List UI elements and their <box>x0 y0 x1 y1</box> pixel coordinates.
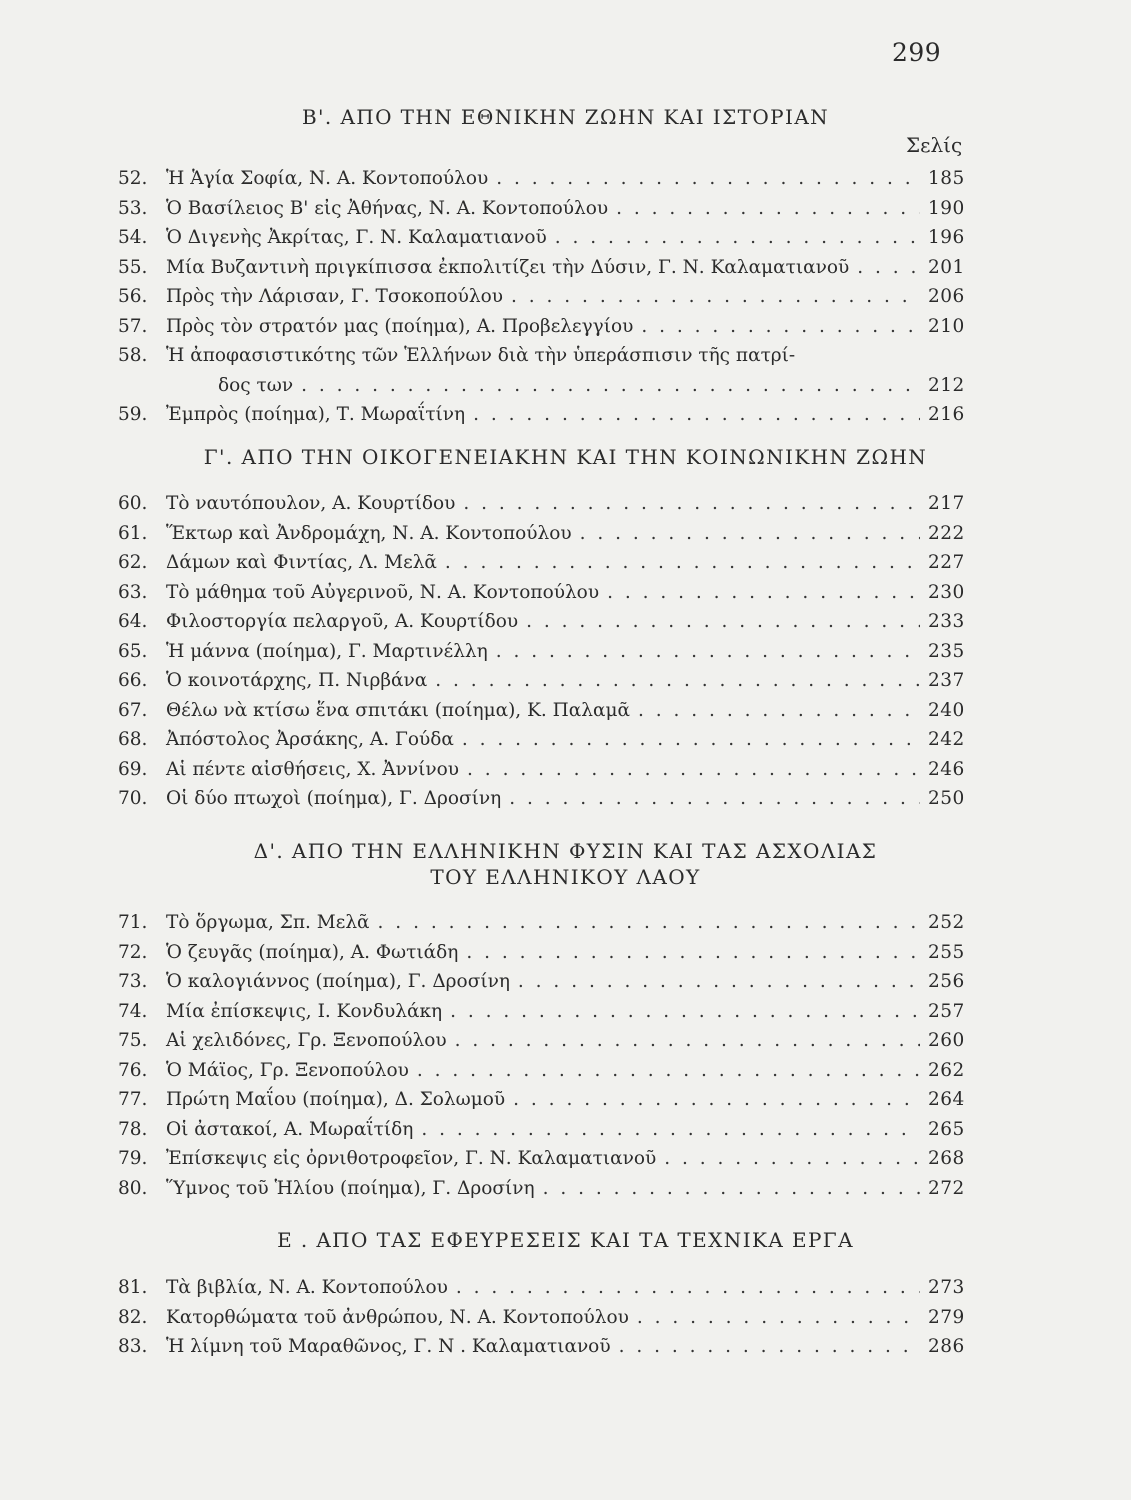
entry-number: 81. <box>118 1277 148 1298</box>
entry-number: 67. <box>118 699 148 721</box>
dot-leader <box>555 227 920 248</box>
dot-leader <box>378 912 920 933</box>
toc-entry <box>118 1307 964 1337</box>
dot-leader <box>616 198 920 219</box>
toc-entry <box>118 286 964 316</box>
entry-page: 240 <box>928 699 965 721</box>
toc-entry <box>118 788 964 818</box>
dot-leader <box>456 1277 920 1298</box>
entry-number: 78. <box>118 1118 148 1140</box>
entry-title: Τὸ μάθημα τοῦ Αὐγερινοῦ, Ν. Α. Κοντοπούλου <box>166 581 600 603</box>
entry-title: Ἐπίσκεψις εἰς ὀρνιθοτροφεῖον, Γ. Ν. Καλαματιανοῦ <box>166 1148 657 1169</box>
dot-leader <box>445 552 920 573</box>
entry-page: 230 <box>928 581 965 603</box>
entry-number: 79. <box>118 1148 148 1169</box>
toc-entry <box>118 523 964 553</box>
entry-number: 77. <box>118 1089 148 1110</box>
entry-page: 227 <box>928 552 965 573</box>
entry-page: 246 <box>928 758 965 780</box>
entry-page: 237 <box>928 670 965 691</box>
toc-entry <box>118 345 964 375</box>
entry-page: 257 <box>928 1000 965 1022</box>
dot-leader <box>466 942 920 963</box>
entry-page: 212 <box>928 374 965 396</box>
entry-number: 66. <box>118 670 148 691</box>
dot-leader <box>462 729 920 750</box>
entries-section-d <box>118 912 964 1207</box>
toc-entry <box>118 759 964 789</box>
toc-entry <box>118 641 964 671</box>
entry-page: 262 <box>928 1059 965 1081</box>
dot-leader <box>664 1148 920 1169</box>
entry-page: 210 <box>928 315 965 337</box>
entries-section-e <box>118 1277 964 1366</box>
toc-entry <box>118 700 964 730</box>
entry-number: 58. <box>118 345 148 366</box>
toc-entry <box>118 611 964 641</box>
dot-leader <box>417 1060 920 1081</box>
entry-title: Ὁ κοινοτάρχης, Π. Νιρβάνα <box>166 670 428 691</box>
entry-number: 54. <box>118 227 148 248</box>
toc-entry <box>118 729 964 759</box>
entry-number: 68. <box>118 729 148 750</box>
dot-leader <box>637 1307 920 1328</box>
toc-entry <box>118 1001 964 1031</box>
entry-page: 190 <box>928 197 965 219</box>
entry-page: 255 <box>928 941 965 963</box>
toc-entry <box>118 227 964 257</box>
toc-entry <box>118 1178 964 1208</box>
toc-entry <box>118 375 964 405</box>
entry-title: Μία ἐπίσκεψις, Ι. Κονδυλάκη <box>166 1000 443 1022</box>
entry-title: Δάμων καὶ Φιντίας, Λ. Μελᾶ <box>166 552 437 573</box>
toc-entry <box>118 316 964 346</box>
entry-title: Ἡ Ἁγία Σοφία, Ν. Α. Κοντοπούλου <box>166 168 489 189</box>
entry-page: 279 <box>928 1306 965 1328</box>
toc-entry <box>118 1060 964 1090</box>
dot-leader <box>619 1336 920 1357</box>
entry-page: 268 <box>928 1148 965 1169</box>
section-heading-c: Γ'. ΑΠΟ ΤΗΝ ΟΙΚΟΓΕΝΕΙΑΚΗΝ ΚΑΙ ΤΗΝ ΚΟΙΝΩΝΙΚΗΝ ΖΩΗΝ <box>203 445 928 469</box>
entry-title: Οἱ ἀστακοί, Α. Μωραΐτίδη <box>166 1118 414 1140</box>
entry-title: Θέλω νὰ κτίσω ἕνα σπιτάκι (ποίημα), Κ. Παλαμᾶ <box>166 699 631 721</box>
toc-entry <box>118 1336 964 1366</box>
entry-page: 273 <box>928 1277 965 1298</box>
entry-title: Ἐμπρὸς (ποίημα), Τ. Μωραΐτίνη <box>166 404 466 425</box>
toc-entry <box>118 1030 964 1060</box>
toc-entry <box>118 404 964 434</box>
entry-title: Οἱ δύο πτωχοὶ (ποίημα), Γ. Δροσίνη <box>166 788 502 809</box>
dot-leader <box>857 257 920 278</box>
entry-number: 59. <box>118 404 148 425</box>
dot-leader <box>641 316 920 337</box>
toc-entry <box>118 168 964 198</box>
entry-title: Ἕκτωρ καὶ Ἀνδρομάχη, Ν. Α. Κοντοπούλου <box>166 522 572 544</box>
section-heading-d-line2: ΤΟΥ ΕΛΛΗΝΙΚΟΥ ΛΑΟΥ <box>430 865 701 889</box>
dot-leader <box>511 286 920 307</box>
toc-entry <box>118 257 964 287</box>
entry-title: Ἡ ἀποφασιστικότης τῶν Ἑλλήνων διὰ τὴν ὑπεράσπισιν τῆς πατρί- <box>166 345 796 366</box>
entry-title: Ὁ Μάϊος, Γρ. Ξενοπούλου <box>166 1059 409 1081</box>
toc-entry <box>118 1277 964 1307</box>
page-number: 299 <box>892 38 942 67</box>
toc-entry <box>118 552 964 582</box>
dot-leader <box>496 168 920 189</box>
entry-number: 76. <box>118 1059 148 1081</box>
entry-page: 222 <box>928 522 965 544</box>
entry-number: 62. <box>118 552 148 573</box>
entry-number: 83. <box>118 1336 148 1357</box>
entry-number: 56. <box>118 286 148 307</box>
entry-page: 233 <box>928 611 965 632</box>
toc-entry <box>118 942 964 972</box>
dot-leader <box>496 641 920 662</box>
toc-entry <box>118 493 964 523</box>
section-heading-b: Β'. ΑΠΟ ΤΗΝ ΕΘΝΙΚΗΝ ΖΩΗΝ ΚΑΙ ΙΣΤΟΡΙΑΝ <box>301 105 830 129</box>
entries-section-b <box>118 168 964 434</box>
section-heading-e: Ε . ΑΠΟ ΤΑΣ ΕΦΕΥΡΕΣΕΙΣ ΚΑΙ ΤΑ ΤΕΧΝΙΚΑ ΕΡΓΑ <box>277 1228 854 1252</box>
dot-leader <box>580 523 920 544</box>
entry-title: Κατορθώματα τοῦ ἀνθρώπου, Ν. Α. Κοντοπούλου <box>166 1306 629 1328</box>
dot-leader <box>543 1178 920 1199</box>
entry-number: 80. <box>118 1177 148 1199</box>
entry-title: Φιλοστοργία πελαργοῦ, Α. Κουρτίδου <box>166 611 519 632</box>
entry-title: Ἡ μάννα (ποίημα), Γ. Μαρτινέλλη <box>166 640 488 662</box>
entry-page: 242 <box>928 729 965 750</box>
toc-entry <box>118 971 964 1001</box>
dot-leader <box>518 971 920 992</box>
entries-section-c <box>118 493 964 818</box>
entry-page: 250 <box>928 788 965 809</box>
entry-page: 272 <box>928 1177 965 1199</box>
dot-leader <box>421 1119 920 1140</box>
dot-leader <box>463 493 920 514</box>
entry-number: 65. <box>118 640 148 662</box>
entry-number: 71. <box>118 912 148 933</box>
dot-leader <box>513 1089 920 1110</box>
entry-title: Ὁ καλογιάννος (ποίημα), Γ. Δροσίνη <box>166 971 510 992</box>
dot-leader <box>301 375 920 396</box>
entry-title: Τὸ ναυτόπουλον, Α. Κουρτίδου <box>166 493 456 514</box>
entry-title: Αἱ πέντε αἰσθήσεις, Χ. Ἀννίνου <box>166 758 460 780</box>
entry-number: 82. <box>118 1306 148 1328</box>
entry-title: Ὁ Διγενὴς Ἀκρίτας, Γ. Ν. Καλαματιανοῦ <box>166 227 547 248</box>
dot-leader <box>526 611 920 632</box>
entry-title: Τὸ ὅργωμα, Σπ. Μελᾶ <box>166 912 370 933</box>
entry-title: δος των <box>218 374 294 396</box>
toc-entry <box>118 1089 964 1119</box>
entry-title: Πρὸς τὴν Λάρισαν, Γ. Τσοκοπούλου <box>166 286 504 307</box>
entry-number: 57. <box>118 315 148 337</box>
entry-page: 216 <box>928 404 965 425</box>
toc-entry <box>118 912 964 942</box>
entry-number: 70. <box>118 788 148 809</box>
entry-page: 206 <box>928 286 965 307</box>
entry-page: 265 <box>928 1118 965 1140</box>
toc-entry <box>118 1148 964 1178</box>
entry-number: 69. <box>118 758 148 780</box>
entry-number: 53. <box>118 197 148 219</box>
dot-leader <box>509 788 920 809</box>
entry-page: 235 <box>928 640 965 662</box>
dot-leader <box>467 759 920 780</box>
page-column-label: Σελίς <box>906 133 963 157</box>
entry-title: Ἡ λίμνη τοῦ Μαραθῶνος, Γ. Ν . Καλαματιανοῦ <box>166 1336 611 1357</box>
entry-page: 286 <box>928 1336 965 1357</box>
toc-entry <box>118 670 964 700</box>
dot-leader <box>607 582 920 603</box>
entry-page: 256 <box>928 971 965 992</box>
toc-entry <box>118 1119 964 1149</box>
dot-leader <box>473 404 920 425</box>
entry-title: Μία Βυζαντινὴ πριγκίπισσα ἐκπολιτίζει τὴν Δύσιν, Γ. Ν. Καλαματιανοῦ <box>166 256 850 278</box>
entry-number: 55. <box>118 256 148 278</box>
entry-title: Τὰ βιβλία, Ν. Α. Κοντοπούλου <box>166 1277 448 1298</box>
entry-number: 74. <box>118 1000 148 1022</box>
entry-number: 52. <box>118 168 148 189</box>
dot-leader <box>435 670 920 691</box>
entry-number: 73. <box>118 971 148 992</box>
dot-leader <box>455 1030 920 1051</box>
dot-leader <box>450 1001 920 1022</box>
entry-title: Ὁ ζευγᾶς (ποίημα), Α. Φωτιάδη <box>166 941 459 963</box>
entry-page: 201 <box>928 256 965 278</box>
entry-page: 196 <box>928 227 965 248</box>
entry-number: 64. <box>118 611 148 632</box>
section-heading-d: Δ'. ΑΠΟ ΤΗΝ ΕΛΛΗΝΙΚΗΝ ΦΥΣΙΝ ΚΑΙ ΤΑΣ ΑΣΧΟΛΙΑΣ <box>253 839 878 863</box>
entry-number: 60. <box>118 493 148 514</box>
entry-title: Πρώτη Μαΐου (ποίημα), Δ. Σολωμοῦ <box>166 1089 506 1110</box>
entry-title: Ὕμνος τοῦ Ἡλίου (ποίημα), Γ. Δροσίνη <box>166 1177 535 1199</box>
entry-title: Ἀπόστολος Ἀρσάκης, Α. Γούδα <box>166 729 454 750</box>
entry-number: 63. <box>118 581 148 603</box>
entry-title: Πρὸς τὸν στρατόν μας (ποίημα), Α. Προβελεγγίου <box>166 315 634 337</box>
entry-page: 185 <box>928 168 965 189</box>
entry-page: 264 <box>928 1089 965 1110</box>
dot-leader <box>638 700 920 721</box>
entry-number: 75. <box>118 1030 148 1051</box>
entry-number: 72. <box>118 941 148 963</box>
entry-page: 260 <box>928 1030 965 1051</box>
toc-entry <box>118 582 964 612</box>
entry-page: 217 <box>928 493 965 514</box>
entry-title: Ὁ Βασίλειος Β' εἰς Ἀθήνας, Ν. Α. Κοντοπούλου <box>166 197 609 219</box>
entry-page: 252 <box>928 912 965 933</box>
entry-number: 61. <box>118 522 148 544</box>
entry-title: Αἱ χελιδόνες, Γρ. Ξενοπούλου <box>166 1030 447 1051</box>
toc-entry <box>118 198 964 228</box>
